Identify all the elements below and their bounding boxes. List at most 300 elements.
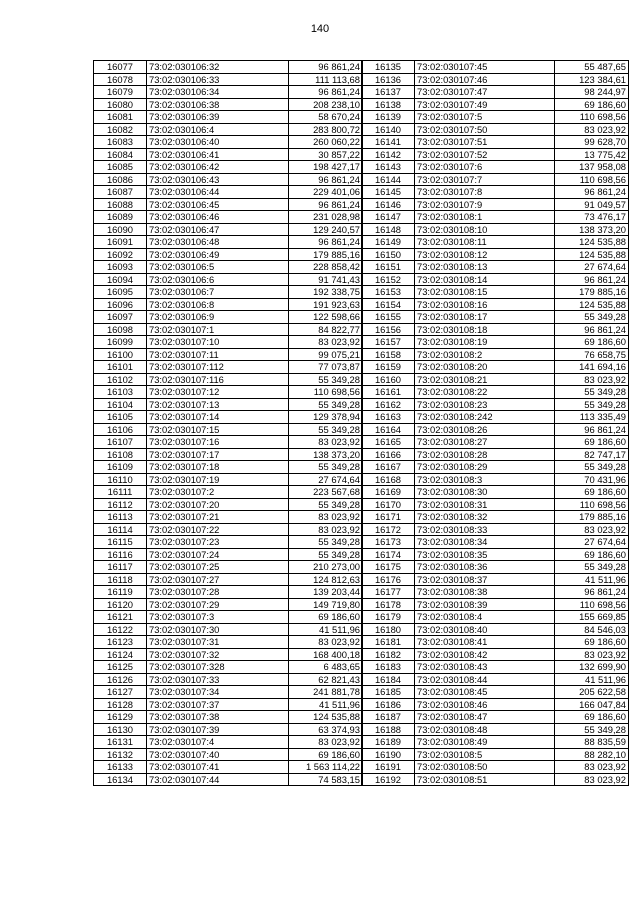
cadastral-number-cell: 73:02:030107:44 xyxy=(147,773,289,786)
row-number-cell: 16157 xyxy=(362,336,415,349)
cadastral-value-cell: 179 885,16 xyxy=(289,248,363,261)
cadastral-value-cell: 241 881,78 xyxy=(289,686,363,699)
cadastral-value-cell: 124 535,88 xyxy=(555,248,629,261)
cadastral-value-cell: 6 483,65 xyxy=(289,661,363,674)
row-number-cell: 16154 xyxy=(362,298,415,311)
row-number-cell: 16119 xyxy=(94,586,147,599)
cadastral-value-cell: 132 699,90 xyxy=(555,661,629,674)
row-number-cell: 16081 xyxy=(94,111,147,124)
cadastral-number-cell: 73:02:030107:40 xyxy=(147,748,289,761)
row-number-cell: 16155 xyxy=(362,311,415,324)
table-row xyxy=(362,173,629,186)
table-row xyxy=(94,473,363,486)
row-number-cell: 16101 xyxy=(94,361,147,374)
row-number-cell: 16164 xyxy=(362,423,415,436)
row-number-cell: 16150 xyxy=(362,248,415,261)
table-row xyxy=(362,436,629,449)
cadastral-number-cell: 73:02:030107:28 xyxy=(147,586,289,599)
table-row xyxy=(94,198,363,211)
table-row xyxy=(362,148,629,161)
cadastral-number-cell: 73:02:030107:21 xyxy=(147,511,289,524)
cadastral-number-cell: 73:02:030108:1 xyxy=(415,211,555,224)
cadastral-number-cell: 73:02:030106:48 xyxy=(147,236,289,249)
cadastral-value-cell: 76 658,75 xyxy=(555,348,629,361)
cadastral-number-cell: 73:02:030107:29 xyxy=(147,598,289,611)
cadastral-number-cell: 73:02:030107:46 xyxy=(415,73,555,86)
row-number-cell: 16162 xyxy=(362,398,415,411)
cadastral-value-cell: 69 186,60 xyxy=(555,636,629,649)
cadastral-value-cell: 73 476,17 xyxy=(555,211,629,224)
row-number-cell: 16163 xyxy=(362,411,415,424)
cadastral-number-cell: 73:02:030107:13 xyxy=(147,398,289,411)
cadastral-value-cell: 96 861,24 xyxy=(289,61,363,74)
cadastral-number-cell: 73:02:030108:43 xyxy=(415,661,555,674)
row-number-cell: 16185 xyxy=(362,686,415,699)
cadastral-number-cell: 73:02:030107:15 xyxy=(147,423,289,436)
table-row xyxy=(362,161,629,174)
table-row xyxy=(362,623,629,636)
cadastral-value-cell: 96 861,24 xyxy=(289,198,363,211)
table-row xyxy=(94,711,363,724)
row-number-cell: 16084 xyxy=(94,148,147,161)
cadastral-number-cell: 73:02:030108:40 xyxy=(415,623,555,636)
cadastral-value-cell: 55 349,28 xyxy=(555,311,629,324)
cadastral-number-cell: 73:02:030108:18 xyxy=(415,323,555,336)
table-row xyxy=(362,411,629,424)
table-row xyxy=(94,61,363,74)
table-row xyxy=(362,773,629,786)
row-number-cell: 16095 xyxy=(94,286,147,299)
table-row xyxy=(362,586,629,599)
table-row xyxy=(362,523,629,536)
table-row xyxy=(94,661,363,674)
cadastral-number-cell: 73:02:030107:45 xyxy=(415,61,555,74)
cadastral-number-cell: 73:02:030108:39 xyxy=(415,598,555,611)
cadastral-number-cell: 73:02:030108:12 xyxy=(415,248,555,261)
cadastral-number-cell: 73:02:030107:25 xyxy=(147,561,289,574)
cadastral-number-cell: 73:02:030108:14 xyxy=(415,273,555,286)
table-row xyxy=(94,298,363,311)
cadastral-number-cell: 73:02:030108:44 xyxy=(415,673,555,686)
table-row xyxy=(94,261,363,274)
cadastral-value-cell: 69 186,60 xyxy=(555,548,629,561)
cadastral-number-cell: 73:02:030107:12 xyxy=(147,386,289,399)
cadastral-value-cell: 83 023,92 xyxy=(289,336,363,349)
cadastral-number-cell: 73:02:030108:34 xyxy=(415,536,555,549)
cadastral-value-cell: 58 670,24 xyxy=(289,111,363,124)
cadastral-value-cell: 30 857,22 xyxy=(289,148,363,161)
cadastral-value-cell: 69 186,60 xyxy=(289,611,363,624)
cadastral-value-cell: 123 384,61 xyxy=(555,73,629,86)
registry-table-left-body xyxy=(94,61,363,786)
cadastral-number-cell: 73:02:030107:8 xyxy=(415,186,555,199)
cadastral-number-cell: 73:02:030106:49 xyxy=(147,248,289,261)
row-number-cell: 16091 xyxy=(94,236,147,249)
table-row xyxy=(94,748,363,761)
table-row xyxy=(94,373,363,386)
row-number-cell: 16177 xyxy=(362,586,415,599)
cadastral-value-cell: 41 511,96 xyxy=(555,573,629,586)
cadastral-number-cell: 73:02:030108:17 xyxy=(415,311,555,324)
cadastral-value-cell: 41 511,96 xyxy=(555,673,629,686)
table-row xyxy=(94,73,363,86)
cadastral-value-cell: 84 546,03 xyxy=(555,623,629,636)
cadastral-value-cell: 155 669,85 xyxy=(555,611,629,624)
row-number-cell: 16108 xyxy=(94,448,147,461)
cadastral-value-cell: 55 349,28 xyxy=(289,461,363,474)
table-row xyxy=(94,123,363,136)
cadastral-number-cell: 73:02:030107:41 xyxy=(147,761,289,774)
cadastral-value-cell: 96 861,24 xyxy=(555,273,629,286)
cadastral-number-cell: 73:02:030107:32 xyxy=(147,648,289,661)
row-number-cell: 16144 xyxy=(362,173,415,186)
table-row xyxy=(362,348,629,361)
row-number-cell: 16124 xyxy=(94,648,147,661)
row-number-cell: 16167 xyxy=(362,461,415,474)
cadastral-value-cell: 166 047,84 xyxy=(555,698,629,711)
table-row xyxy=(362,123,629,136)
cadastral-number-cell: 73:02:030107:47 xyxy=(415,86,555,99)
table-row xyxy=(94,98,363,111)
row-number-cell: 16188 xyxy=(362,723,415,736)
page-number: 140 xyxy=(310,23,330,35)
cadastral-value-cell: 83 023,92 xyxy=(555,373,629,386)
table-row xyxy=(362,561,629,574)
cadastral-number-cell: 73:02:030107:6 xyxy=(415,161,555,174)
cadastral-value-cell: 198 427,17 xyxy=(289,161,363,174)
cadastral-value-cell: 55 349,28 xyxy=(289,536,363,549)
row-number-cell: 16085 xyxy=(94,161,147,174)
cadastral-number-cell: 73:02:030107:328 xyxy=(147,661,289,674)
row-number-cell: 16122 xyxy=(94,623,147,636)
cadastral-number-cell: 73:02:030106:8 xyxy=(147,298,289,311)
cadastral-value-cell: 83 023,92 xyxy=(289,636,363,649)
cadastral-value-cell: 124 535,88 xyxy=(555,298,629,311)
row-number-cell: 16105 xyxy=(94,411,147,424)
row-number-cell: 16139 xyxy=(362,111,415,124)
row-number-cell: 16175 xyxy=(362,561,415,574)
cadastral-value-cell: 1 563 114,22 xyxy=(289,761,363,774)
row-number-cell: 16145 xyxy=(362,186,415,199)
cadastral-number-cell: 73:02:030107:11 xyxy=(147,348,289,361)
cadastral-number-cell: 73:02:030108:21 xyxy=(415,373,555,386)
cadastral-value-cell: 69 186,60 xyxy=(289,748,363,761)
table-row xyxy=(362,111,629,124)
cadastral-number-cell: 73:02:030107:27 xyxy=(147,573,289,586)
table-row xyxy=(94,561,363,574)
registry-table-left xyxy=(93,60,363,786)
row-number-cell: 16142 xyxy=(362,148,415,161)
row-number-cell: 16120 xyxy=(94,598,147,611)
cadastral-number-cell: 73:02:030108:27 xyxy=(415,436,555,449)
cadastral-value-cell: 55 349,28 xyxy=(289,423,363,436)
cadastral-value-cell: 229 401,06 xyxy=(289,186,363,199)
row-number-cell: 16129 xyxy=(94,711,147,724)
row-number-cell: 16132 xyxy=(94,748,147,761)
row-number-cell: 16100 xyxy=(94,348,147,361)
row-number-cell: 16082 xyxy=(94,123,147,136)
row-number-cell: 16117 xyxy=(94,561,147,574)
cadastral-number-cell: 73:02:030106:40 xyxy=(147,136,289,149)
table-row xyxy=(94,361,363,374)
cadastral-number-cell: 73:02:030108:32 xyxy=(415,511,555,524)
cadastral-number-cell: 73:02:030107:18 xyxy=(147,461,289,474)
cadastral-value-cell: 98 244,97 xyxy=(555,86,629,99)
cadastral-value-cell: 70 431,96 xyxy=(555,473,629,486)
row-number-cell: 16125 xyxy=(94,661,147,674)
cadastral-value-cell: 129 378,94 xyxy=(289,411,363,424)
table-row xyxy=(94,448,363,461)
table-row xyxy=(94,411,363,424)
cadastral-value-cell: 83 023,92 xyxy=(289,523,363,536)
cadastral-number-cell: 73:02:030107:23 xyxy=(147,536,289,549)
row-number-cell: 16123 xyxy=(94,636,147,649)
cadastral-value-cell: 69 186,60 xyxy=(555,711,629,724)
row-number-cell: 16172 xyxy=(362,523,415,536)
table-row xyxy=(94,611,363,624)
table-row xyxy=(94,398,363,411)
table-row xyxy=(362,673,629,686)
table-row xyxy=(94,511,363,524)
cadastral-number-cell: 73:02:030108:45 xyxy=(415,686,555,699)
table-row xyxy=(362,311,629,324)
cadastral-number-cell: 73:02:030108:33 xyxy=(415,523,555,536)
table-row xyxy=(94,273,363,286)
row-number-cell: 16147 xyxy=(362,211,415,224)
cadastral-value-cell: 82 747,17 xyxy=(555,448,629,461)
row-number-cell: 16160 xyxy=(362,373,415,386)
cadastral-number-cell: 73:02:030108:50 xyxy=(415,761,555,774)
row-number-cell: 16107 xyxy=(94,436,147,449)
cadastral-value-cell: 124 812,63 xyxy=(289,573,363,586)
table-row xyxy=(94,386,363,399)
cadastral-value-cell: 55 349,28 xyxy=(555,723,629,736)
row-number-cell: 16078 xyxy=(94,73,147,86)
cadastral-value-cell: 83 023,92 xyxy=(555,523,629,536)
row-number-cell: 16191 xyxy=(362,761,415,774)
cadastral-value-cell: 83 023,92 xyxy=(555,773,629,786)
table-row xyxy=(94,586,363,599)
table-row xyxy=(94,223,363,236)
cadastral-value-cell: 83 023,92 xyxy=(289,511,363,524)
cadastral-value-cell: 27 674,64 xyxy=(555,536,629,549)
cadastral-value-cell: 69 186,60 xyxy=(555,436,629,449)
table-row xyxy=(362,86,629,99)
table-row xyxy=(94,536,363,549)
table-row xyxy=(362,761,629,774)
cadastral-value-cell: 129 240,57 xyxy=(289,223,363,236)
cadastral-number-cell: 73:02:030108:3 xyxy=(415,473,555,486)
cadastral-number-cell: 73:02:030108:46 xyxy=(415,698,555,711)
row-number-cell: 16171 xyxy=(362,511,415,524)
cadastral-value-cell: 55 349,28 xyxy=(555,398,629,411)
cadastral-number-cell: 73:02:030108:11 xyxy=(415,236,555,249)
cadastral-number-cell: 73:02:030107:24 xyxy=(147,548,289,561)
cadastral-number-cell: 73:02:030106:5 xyxy=(147,261,289,274)
table-row xyxy=(362,361,629,374)
cadastral-number-cell: 73:02:030107:39 xyxy=(147,723,289,736)
table-row xyxy=(362,736,629,749)
cadastral-number-cell: 73:02:030107:30 xyxy=(147,623,289,636)
table-row xyxy=(362,136,629,149)
row-number-cell: 16080 xyxy=(94,98,147,111)
cadastral-number-cell: 73:02:030106:44 xyxy=(147,186,289,199)
cadastral-value-cell: 99 075,21 xyxy=(289,348,363,361)
table-row xyxy=(94,423,363,436)
cadastral-number-cell: 73:02:030107:116 xyxy=(147,373,289,386)
row-number-cell: 16103 xyxy=(94,386,147,399)
row-number-cell: 16192 xyxy=(362,773,415,786)
cadastral-value-cell: 110 698,56 xyxy=(555,598,629,611)
table-row xyxy=(362,536,629,549)
cadastral-number-cell: 73:02:030107:51 xyxy=(415,136,555,149)
cadastral-number-cell: 73:02:030108:13 xyxy=(415,261,555,274)
cadastral-number-cell: 73:02:030108:15 xyxy=(415,286,555,299)
cadastral-number-cell: 73:02:030107:37 xyxy=(147,698,289,711)
row-number-cell: 16092 xyxy=(94,248,147,261)
cadastral-number-cell: 73:02:030108:20 xyxy=(415,361,555,374)
cadastral-number-cell: 73:02:030108:42 xyxy=(415,648,555,661)
table-row xyxy=(362,286,629,299)
table-row xyxy=(94,286,363,299)
cadastral-value-cell: 55 349,28 xyxy=(555,386,629,399)
cadastral-value-cell: 55 487,65 xyxy=(555,61,629,74)
table-row xyxy=(362,611,629,624)
cadastral-value-cell: 124 535,88 xyxy=(555,236,629,249)
cadastral-number-cell: 73:02:030108:4 xyxy=(415,611,555,624)
row-number-cell: 16156 xyxy=(362,323,415,336)
row-number-cell: 16170 xyxy=(362,498,415,511)
cadastral-number-cell: 73:02:030107:38 xyxy=(147,711,289,724)
row-number-cell: 16111 xyxy=(94,486,147,499)
cadastral-number-cell: 73:02:030107:7 xyxy=(415,173,555,186)
row-number-cell: 16161 xyxy=(362,386,415,399)
registry-table-right xyxy=(361,60,629,786)
row-number-cell: 16112 xyxy=(94,498,147,511)
cadastral-value-cell: 83 023,92 xyxy=(555,123,629,136)
cadastral-value-cell: 84 822,77 xyxy=(289,323,363,336)
cadastral-value-cell: 96 861,24 xyxy=(289,173,363,186)
table-row xyxy=(94,736,363,749)
cadastral-number-cell: 73:02:030107:14 xyxy=(147,411,289,424)
row-number-cell: 16148 xyxy=(362,223,415,236)
row-number-cell: 16126 xyxy=(94,673,147,686)
table-row xyxy=(362,698,629,711)
row-number-cell: 16173 xyxy=(362,536,415,549)
cadastral-number-cell: 73:02:030108:19 xyxy=(415,336,555,349)
cadastral-value-cell: 192 338,75 xyxy=(289,286,363,299)
cadastral-value-cell: 191 923,63 xyxy=(289,298,363,311)
row-number-cell: 16090 xyxy=(94,223,147,236)
row-number-cell: 16134 xyxy=(94,773,147,786)
cadastral-number-cell: 73:02:030107:50 xyxy=(415,123,555,136)
cadastral-value-cell: 141 694,16 xyxy=(555,361,629,374)
table-row xyxy=(362,298,629,311)
cadastral-number-cell: 73:02:030107:52 xyxy=(415,148,555,161)
cadastral-value-cell: 99 628,70 xyxy=(555,136,629,149)
cadastral-number-cell: 73:02:030108:51 xyxy=(415,773,555,786)
table-row xyxy=(94,248,363,261)
cadastral-value-cell: 179 885,16 xyxy=(555,286,629,299)
cadastral-number-cell: 73:02:030107:33 xyxy=(147,673,289,686)
cadastral-value-cell: 205 622,58 xyxy=(555,686,629,699)
cadastral-number-cell: 73:02:030108:49 xyxy=(415,736,555,749)
table-row xyxy=(362,723,629,736)
cadastral-value-cell: 149 719,80 xyxy=(289,598,363,611)
cadastral-number-cell: 73:02:030108:36 xyxy=(415,561,555,574)
row-number-cell: 16109 xyxy=(94,461,147,474)
table-row xyxy=(94,761,363,774)
cadastral-value-cell: 138 373,20 xyxy=(289,448,363,461)
cadastral-value-cell: 110 698,56 xyxy=(289,386,363,399)
row-number-cell: 16166 xyxy=(362,448,415,461)
cadastral-number-cell: 73:02:030106:45 xyxy=(147,198,289,211)
row-number-cell: 16098 xyxy=(94,323,147,336)
row-number-cell: 16079 xyxy=(94,86,147,99)
row-number-cell: 16151 xyxy=(362,261,415,274)
cadastral-number-cell: 73:02:030107:20 xyxy=(147,498,289,511)
cadastral-value-cell: 55 349,28 xyxy=(289,548,363,561)
table-row xyxy=(94,323,363,336)
cadastral-number-cell: 73:02:030108:38 xyxy=(415,586,555,599)
table-row xyxy=(94,86,363,99)
row-number-cell: 16114 xyxy=(94,523,147,536)
cadastral-number-cell: 73:02:030107:5 xyxy=(415,111,555,124)
row-number-cell: 16121 xyxy=(94,611,147,624)
table-row xyxy=(94,136,363,149)
cadastral-value-cell: 55 349,28 xyxy=(555,561,629,574)
cadastral-value-cell: 27 674,64 xyxy=(555,261,629,274)
cadastral-number-cell: 73:02:030108:28 xyxy=(415,448,555,461)
cadastral-value-cell: 88 282,10 xyxy=(555,748,629,761)
table-row xyxy=(94,498,363,511)
table-row xyxy=(94,148,363,161)
cadastral-number-cell: 73:02:030108:31 xyxy=(415,498,555,511)
table-row xyxy=(362,598,629,611)
table-row xyxy=(362,498,629,511)
cadastral-number-cell: 73:02:030107:10 xyxy=(147,336,289,349)
row-number-cell: 16165 xyxy=(362,436,415,449)
cadastral-number-cell: 73:02:030107:22 xyxy=(147,523,289,536)
table-row xyxy=(362,573,629,586)
table-row xyxy=(362,423,629,436)
row-number-cell: 16113 xyxy=(94,511,147,524)
cadastral-value-cell: 91 049,57 xyxy=(555,198,629,211)
row-number-cell: 16099 xyxy=(94,336,147,349)
cadastral-number-cell: 73:02:030106:39 xyxy=(147,111,289,124)
cadastral-number-cell: 73:02:030108:22 xyxy=(415,386,555,399)
table-row xyxy=(362,336,629,349)
cadastral-value-cell: 96 861,24 xyxy=(555,423,629,436)
row-number-cell: 16153 xyxy=(362,286,415,299)
cadastral-number-cell: 73:02:030108:26 xyxy=(415,423,555,436)
cadastral-value-cell: 138 373,20 xyxy=(555,223,629,236)
row-number-cell: 16158 xyxy=(362,348,415,361)
row-number-cell: 16118 xyxy=(94,573,147,586)
cadastral-value-cell: 139 203,44 xyxy=(289,586,363,599)
cadastral-number-cell: 73:02:030108:29 xyxy=(415,461,555,474)
table-row xyxy=(362,661,629,674)
table-row xyxy=(94,211,363,224)
table-row xyxy=(94,548,363,561)
cadastral-value-cell: 83 023,92 xyxy=(555,648,629,661)
cadastral-value-cell: 223 567,68 xyxy=(289,486,363,499)
row-number-cell: 16189 xyxy=(362,736,415,749)
cadastral-number-cell: 73:02:030107:4 xyxy=(147,736,289,749)
cadastral-number-cell: 73:02:030106:46 xyxy=(147,211,289,224)
cadastral-number-cell: 73:02:030108:47 xyxy=(415,711,555,724)
row-number-cell: 16096 xyxy=(94,298,147,311)
